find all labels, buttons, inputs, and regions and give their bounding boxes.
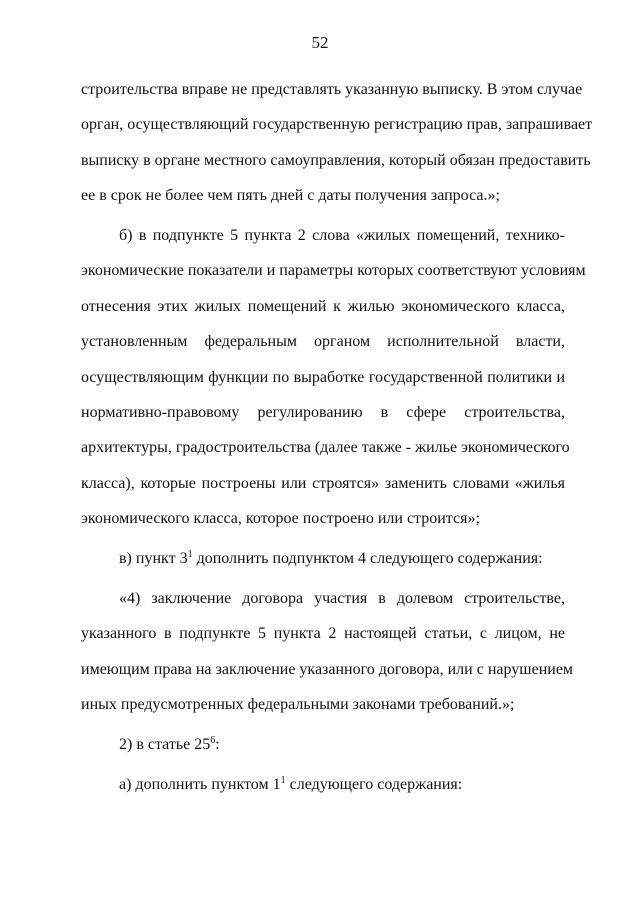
paragraph [81,541,565,576]
paragraph [81,72,593,214]
text-line: класса), которые построены или строятся» заменить словами «жилья [81,474,565,492]
text-line: имеющим права на заключение указанного договора, или с нарушением [81,660,574,678]
text-line [81,767,565,802]
document-body [81,72,593,802]
superscript: 1 [280,774,286,786]
text-line: отнесения этих жилых помещений к жилью экономического класса, [81,297,565,315]
text-line [81,727,565,762]
text-fragment: 2) в статье 25 [119,735,211,753]
text-line: ее в срок не более чем пять дней с даты получения запроса.»; [81,187,500,205]
text-fragment: в) пункт 3 [119,550,188,568]
text-fragment: а) дополнить пунктом 1 [119,775,281,793]
text-line: экономические показатели и параметры которых соответствуют условиям [81,262,586,280]
text-fragment: следующего содержания: [285,775,463,793]
text-line: иных предусмотренных федеральными законами требований.»; [81,696,515,714]
superscript: 6 [210,734,216,746]
page-number: 52 [311,33,329,52]
text-line: б) в подпункте 5 пункта 2 слова «жилых помещений, технико- [119,227,565,245]
text-line: «4) заключение договора участия в долевом строительстве, [119,589,565,607]
text-line: выписку в органе местного самоуправления, который обязан предоставить [81,151,591,169]
text-fragment: : [215,735,220,753]
paragraph [81,581,574,723]
text-fragment: дополнить подпунктом 4 следующего содержания: [192,550,543,568]
superscript: 1 [187,549,193,561]
text-line: орган, осуществляющий государственную регистрацию прав, запрашивает [81,116,593,134]
text-line: архитектуры, градостроительства (далее также - жилье экономического [81,439,570,457]
text-line: осуществляющим функции по выработке государственной политики и [81,368,565,386]
paragraph [81,218,586,537]
text-line: указанного в подпункте 5 пункта 2 настоящей статьи, с лицом, не [81,625,565,643]
paragraph [81,727,565,762]
text-line: строительства вправе не представлять указанную выписку. В этом случае [81,81,583,98]
text-line: установленным федеральным органом исполнительной власти, [81,333,565,351]
text-line [81,541,565,576]
text-line: экономического класса, которое построено или строится»; [81,510,480,528]
text-line: нормативно-правовому регулированию в сфере строительства, [81,404,565,422]
paragraph [81,767,565,802]
